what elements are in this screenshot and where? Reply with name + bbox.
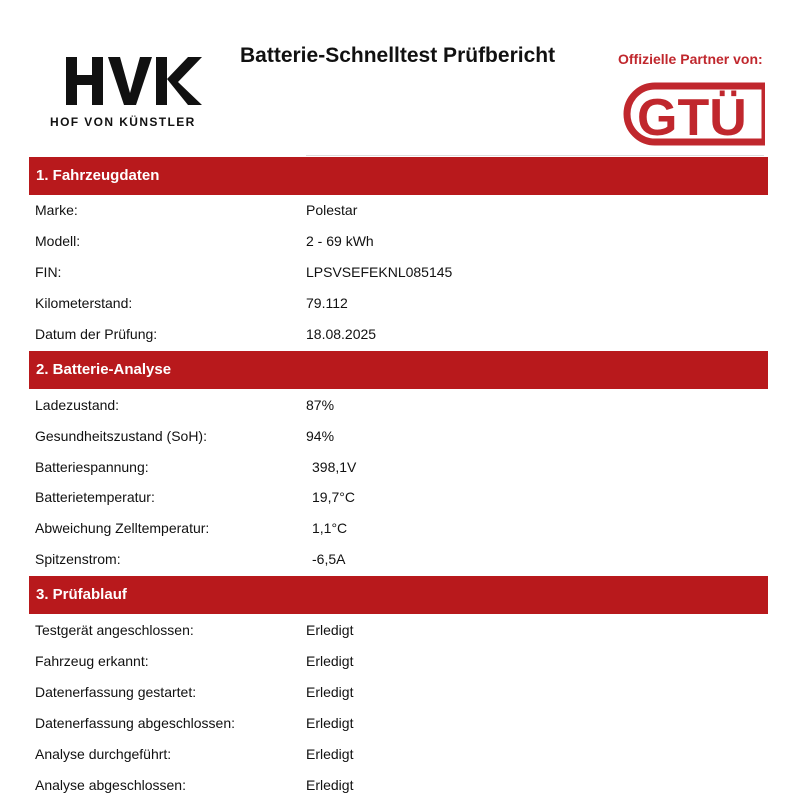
field-value: -6,5A: [312, 551, 346, 567]
field-value: Erledigt: [306, 715, 354, 731]
table-row: [0, 295, 800, 319]
field-value: Erledigt: [306, 684, 354, 700]
table-row: [0, 326, 800, 350]
table-row: [0, 489, 800, 513]
field-value: 79.112: [306, 295, 348, 311]
table-row: [0, 746, 800, 770]
gtu-logo-text: GTÜ: [637, 89, 747, 147]
field-label: Batteriespannung:: [35, 459, 149, 475]
field-label: Analyse durchgeführt:: [35, 746, 172, 762]
divider: [306, 155, 764, 156]
logo-wordmark: HOF VON KÜNSTLER: [50, 115, 196, 129]
field-label: Fahrzeug erkannt:: [35, 653, 149, 669]
table-row: [0, 653, 800, 677]
section-header-pruefablauf: 3. Prüfablauf: [29, 576, 768, 614]
table-row: [0, 622, 800, 646]
table-row: [0, 428, 800, 452]
field-label: Gesundheitszustand (SoH):: [35, 428, 207, 444]
field-label: Datum der Prüfung:: [35, 326, 158, 342]
table-row: [0, 520, 800, 544]
field-label: Spitzenstrom:: [35, 551, 121, 567]
field-label: Ladezustand:: [35, 397, 120, 413]
section-header-batterie-analyse: 2. Batterie-Analyse: [29, 351, 768, 389]
field-value: Polestar: [306, 202, 358, 218]
field-value: LPSVSEFEKNL085145: [306, 264, 453, 280]
section-header-fahrzeugdaten: 1. Fahrzeugdaten: [29, 157, 768, 195]
field-label: Marke:: [35, 202, 78, 218]
table-row: [0, 264, 800, 288]
field-value: Erledigt: [306, 746, 354, 762]
field-label: Testgerät angeschlossen:: [35, 622, 194, 638]
table-row: [0, 551, 800, 575]
field-value: Erledigt: [306, 653, 354, 669]
report-title: Batterie-Schnelltest Prüfbericht: [240, 44, 556, 67]
field-value: 398,1V: [312, 459, 357, 475]
field-value: 94%: [306, 428, 335, 444]
field-value: 18.08.2025: [306, 326, 377, 342]
table-row: [0, 397, 800, 421]
field-label: Analyse abgeschlossen:: [35, 777, 186, 793]
field-label: Datenerfassung gestartet:: [35, 684, 197, 700]
field-value: 1,1°C: [312, 520, 348, 536]
gtu-logo-icon: [615, 80, 765, 148]
field-label: Datenerfassung abgeschlossen:: [35, 715, 236, 731]
table-row: [0, 202, 800, 226]
field-label: Modell:: [35, 233, 81, 249]
field-value: Erledigt: [306, 622, 354, 638]
field-value: 87%: [306, 397, 335, 413]
report-header: [0, 0, 800, 160]
field-label: Abweichung Zelltemperatur:: [35, 520, 210, 536]
field-label: FIN:: [35, 264, 62, 280]
table-row: [0, 233, 800, 257]
field-value: 19,7°C: [312, 489, 355, 505]
partner-label: Offizielle Partner von:: [618, 51, 763, 67]
table-row: [0, 459, 800, 483]
field-value: 2 - 69 kWh: [306, 233, 374, 249]
field-value: Erledigt: [306, 777, 354, 793]
table-row: [0, 684, 800, 708]
table-row: [0, 777, 800, 801]
table-row: [0, 715, 800, 739]
field-label: Batterietemperatur:: [35, 489, 155, 505]
field-label: Kilometerstand:: [35, 295, 133, 311]
